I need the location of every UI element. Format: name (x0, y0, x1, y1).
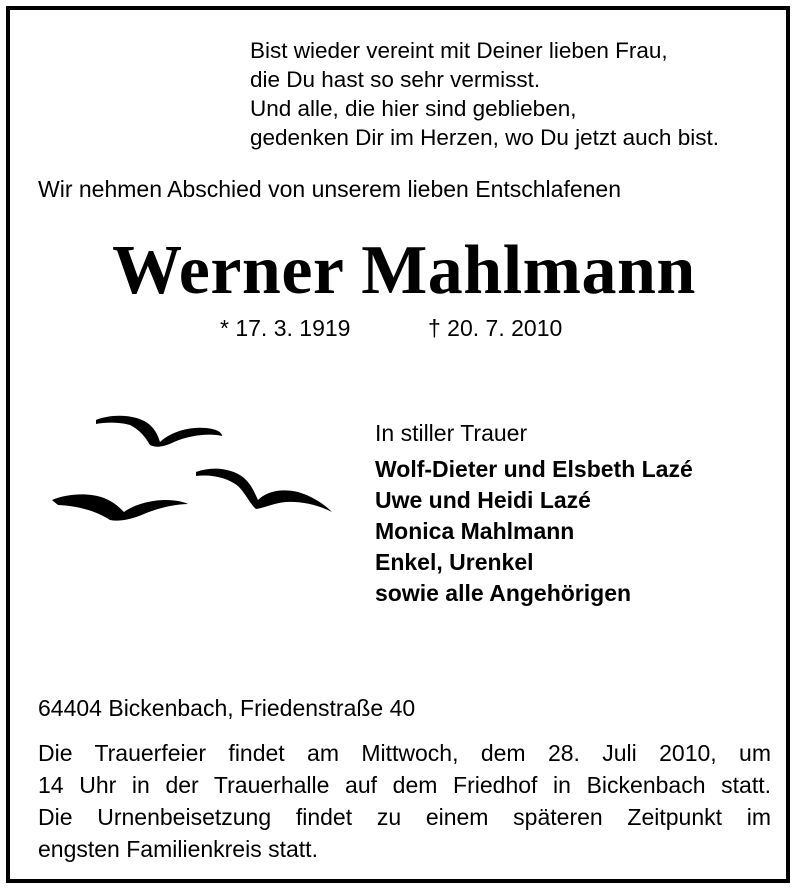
ceremony-line: Die Urnenbeisetzung findet zu einem späteren Zeitpunkt im (38, 804, 771, 830)
mourners-block (375, 418, 693, 609)
mourning-intro: In stiller Trauer (375, 420, 528, 446)
deceased-name: Werner Mahlmann (112, 232, 696, 309)
birth-date: * 17. 3. 1919 (220, 315, 351, 341)
mourner-list (375, 454, 693, 609)
mourner-name: Monica Mahlmann (375, 518, 575, 544)
bird-icon (196, 469, 332, 512)
address: 64404 Bickenbach, Friedenstraße 40 (38, 695, 416, 721)
ceremony-line: Die Trauerfeier findet am Mittwoch, dem 28. Juli 2010, um (38, 740, 771, 766)
poem-line: gedenken Dir im Herzen, wo Du jetzt auch bist. (250, 125, 719, 150)
ceremony-info (38, 737, 771, 865)
mourner-name: Enkel, Urenkel (375, 549, 534, 575)
bird-icon (52, 494, 188, 520)
poem-line: Und alle, die hier sind geblieben, (250, 96, 577, 121)
poem (250, 36, 719, 152)
flying-birds-icon (40, 408, 340, 538)
mourner-name: Wolf-Dieter und Elsbeth Lazé (375, 456, 693, 482)
poem-line: die Du hast so sehr vermisst. (250, 67, 541, 92)
obituary-frame (6, 6, 790, 883)
mourner-name: sowie alle Angehörigen (375, 580, 632, 606)
death-date: † 20. 7. 2010 (428, 315, 563, 341)
farewell-text: Wir nehmen Abschied von unserem lieben Entschlafenen (38, 176, 622, 202)
ceremony-line: engsten Familienkreis statt. (38, 836, 318, 862)
poem-line: Bist wieder vereint mit Deiner lieben Frau, (250, 38, 668, 63)
bird-icon (96, 416, 222, 447)
mourner-name: Uwe und Heidi Lazé (375, 487, 591, 513)
ceremony-line: 14 Uhr in der Trauerhalle auf dem Friedhof in Bickenbach statt. (38, 772, 771, 798)
